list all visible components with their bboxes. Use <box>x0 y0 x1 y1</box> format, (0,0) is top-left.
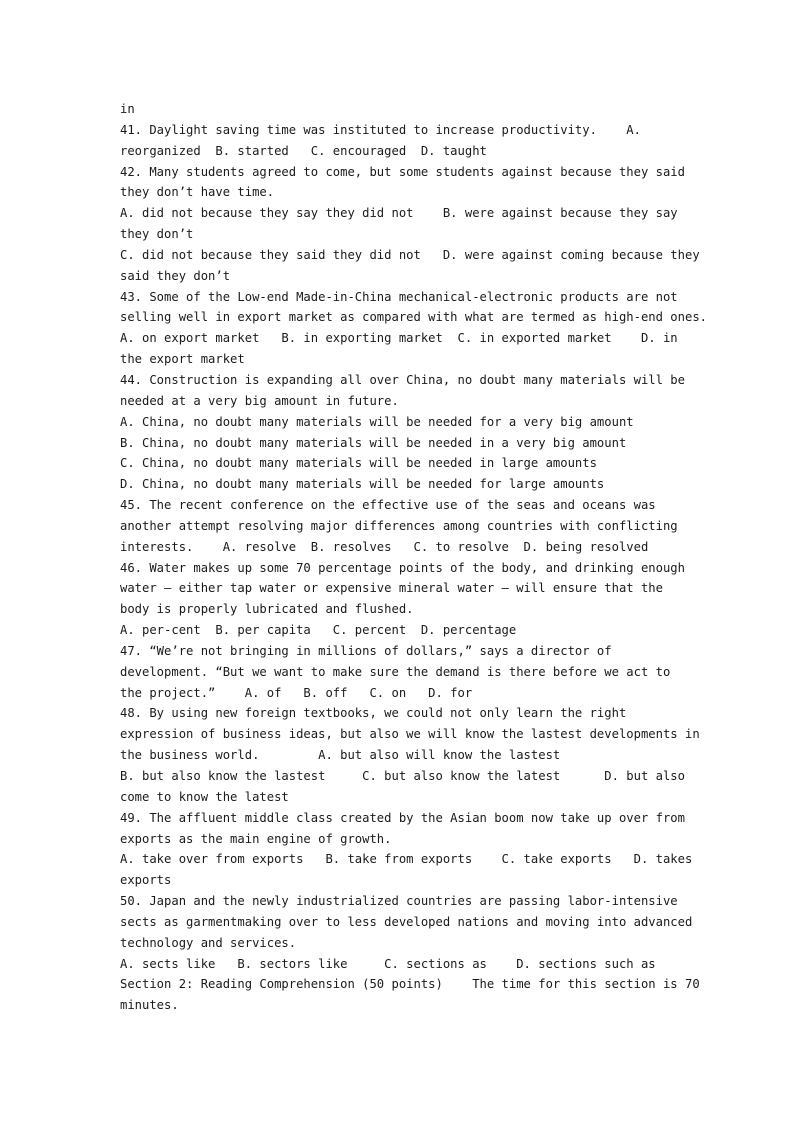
text-line: in <box>120 102 135 116</box>
question-46-stem-cont: body is properly lubricated and flushed. <box>120 602 414 617</box>
section-2-heading-cont: minutes. <box>120 998 179 1013</box>
question-42-options-cont: they don’t <box>120 227 194 242</box>
question-50-stem-cont: sects as garmentmaking over to less developed nations and moving into advanced <box>120 914 693 929</box>
question-50-stem: 50. Japan and the newly industrialized countries are passing labor-intensive <box>120 894 678 909</box>
question-48-stem-cont: expression of business ideas, but also we will know the lastest developments in <box>120 727 700 742</box>
question-42-options: C. did not because they said they did not D. were against coming because they <box>120 247 700 262</box>
question-45-options: interests. A. resolve B. resolves C. to resolve D. being resolved <box>120 539 649 554</box>
question-46-stem-cont: water — either tap water or expensive mineral water — will ensure that the <box>120 581 663 596</box>
question-49-options-cont: exports <box>120 873 172 888</box>
question-43-stem-cont: selling well in export market as compared with what are termed as high-end ones. <box>120 310 707 325</box>
question-46-options: A. per-cent B. per capita C. percent D. percentage <box>120 623 517 638</box>
question-48-options-cont: come to know the latest <box>120 789 289 804</box>
question-45-stem: 45. The recent conference on the effective use of the seas and oceans was <box>120 498 656 513</box>
question-47-options: the project.” A. of B. off C. on D. for <box>120 685 473 700</box>
question-44-stem: 44. Construction is expanding all over China, no doubt many materials will be <box>120 372 685 387</box>
question-44-option-d: D. China, no doubt many materials will be needed for large amounts <box>120 477 605 492</box>
question-41-options: reorganized B. started C. encouraged D. taught <box>120 143 487 158</box>
question-49-stem: 49. The affluent middle class created by the Asian boom now take up over from <box>120 810 685 825</box>
question-44-option-a: A. China, no doubt many materials will be needed for a very big amount <box>120 414 634 429</box>
question-49-stem-cont: exports as the main engine of growth. <box>120 831 392 846</box>
question-46-stem: 46. Water makes up some 70 percentage points of the body, and drinking enough <box>120 560 685 575</box>
question-48-options: the business world. A. but also will know the lastest <box>120 748 561 763</box>
section-2-heading: Section 2: Reading Comprehension (50 points) The time for this section is 70 <box>120 977 700 992</box>
question-48-options-cont: B. but also know the lastest C. but also know the latest D. but also <box>120 769 685 783</box>
question-43-options: A. on export market B. in exporting market C. in exported market D. in <box>120 331 678 346</box>
question-50-stem-cont: technology and services. <box>120 935 297 950</box>
question-41-stem: 41. Daylight saving time was instituted to increase productivity. A. <box>120 122 641 137</box>
question-44-option-c: C. China, no doubt many materials will be needed in large amounts <box>120 456 597 471</box>
question-47-stem: 47. “We’re not bringing in millions of dollars,” says a director of <box>120 643 612 658</box>
question-42-stem-cont: they don’t have time. <box>120 185 275 200</box>
question-43-stem: 43. Some of the Low-end Made-in-China mechanical-electronic products are not <box>120 289 678 304</box>
question-43-options-cont: the export market <box>120 352 245 367</box>
question-42-options: A. did not because they say they did not B. were against because they say <box>120 206 678 221</box>
question-47-stem-cont: development. “But we want to make sure the demand is there before we act to <box>120 664 671 679</box>
question-42-options-cont: said they don’t <box>120 268 231 283</box>
question-42-stem: 42. Many students agreed to come, but some students against because they said <box>120 164 685 179</box>
question-44-stem-cont: needed at a very big amount in future. <box>120 393 399 408</box>
question-44-option-b: B. China, no doubt many materials will be needed in a very big amount <box>120 435 627 450</box>
question-45-stem-cont: another attempt resolving major differences among countries with conflicting <box>120 518 678 533</box>
question-49-options: A. take over from exports B. take from exports C. take exports D. takes <box>120 852 693 867</box>
question-48-stem: 48. By using new foreign textbooks, we could not only learn the right <box>120 706 627 721</box>
document-page <box>120 99 707 1016</box>
question-50-options: A. sects like B. sectors like C. sections as D. sections such as <box>120 956 656 971</box>
